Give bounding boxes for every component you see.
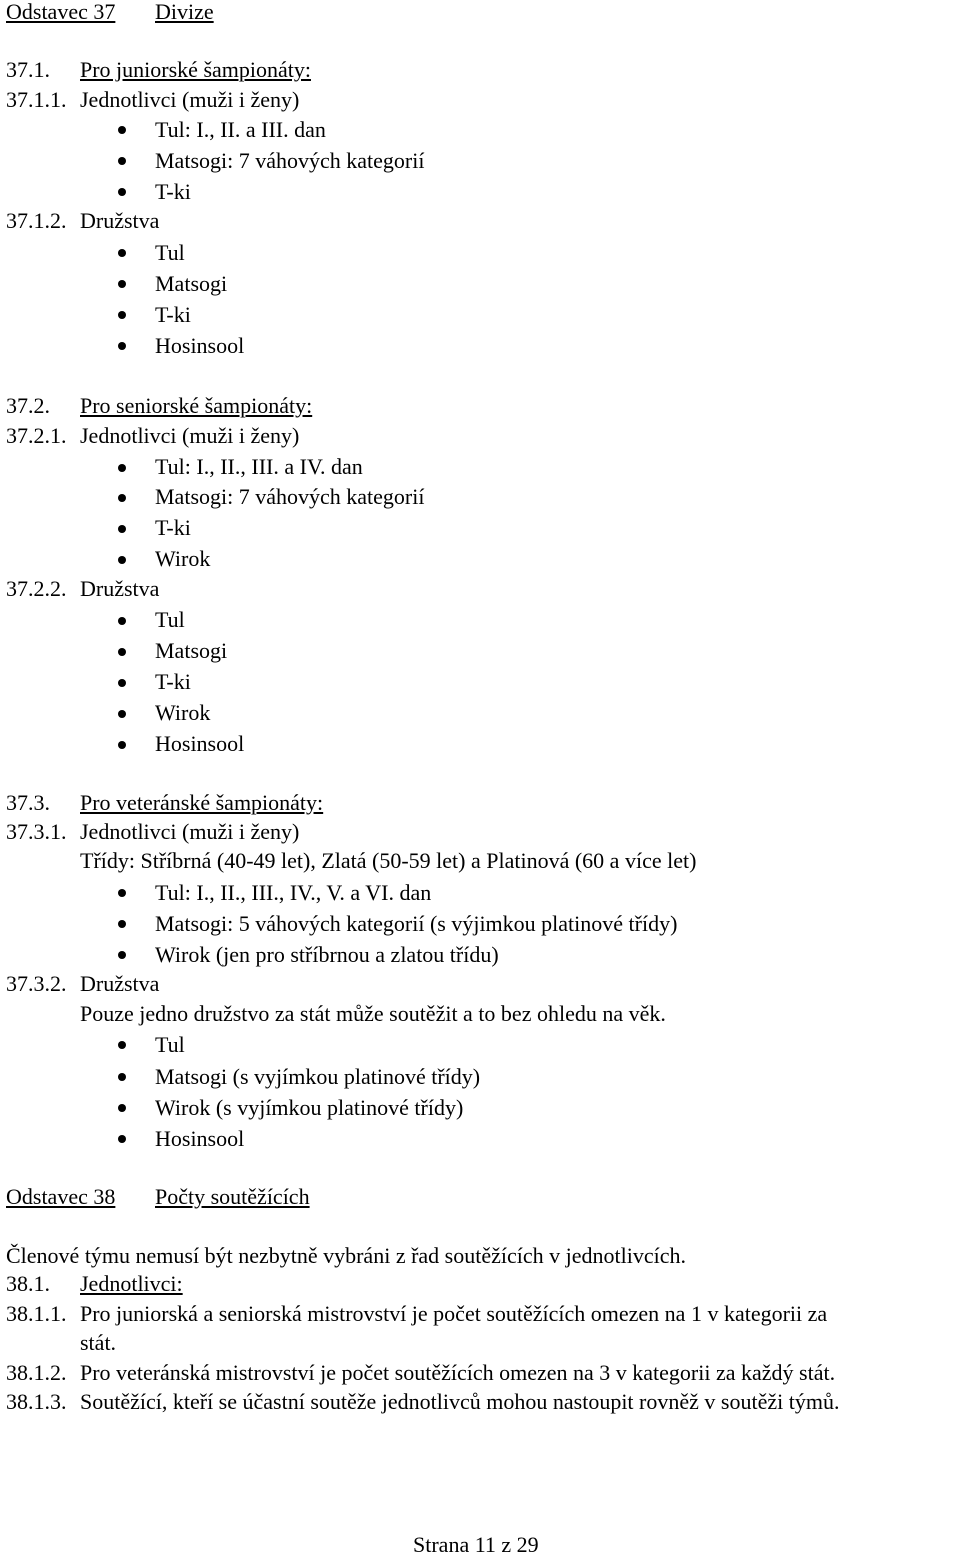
- subsection-37-3-title: Pro veteránské šampionáty:: [80, 790, 324, 815]
- item-38-1-1-text: Pro juniorská a seniorská mistrovství je počet soutěžících omezen na 1 v kategorii za: [80, 1301, 828, 1326]
- list-item: Matsogi: 7 váhových kategorií: [155, 484, 425, 509]
- item-37-3-1-title: Jednotlivci (muži i ženy): [80, 819, 300, 844]
- bullet-icon: [118, 741, 126, 749]
- list-item: T-ki: [155, 302, 191, 327]
- item-38-1-3-number: 38.1.3.: [6, 1389, 67, 1414]
- list-item: Hosinsool: [155, 1126, 245, 1151]
- item-38-1-2-text: Pro veteránská mistrovství je počet soutěžících omezen na 3 v kategorii za každý stát.: [80, 1360, 836, 1385]
- item-37-1-1-number: 37.1.1.: [6, 87, 67, 112]
- bullet-icon: [118, 280, 126, 288]
- page-number: Strana 11 z 29: [413, 1532, 539, 1557]
- subsection-37-2-title: Pro seniorské šampionáty:: [80, 393, 313, 418]
- item-37-3-2-number: 37.3.2.: [6, 971, 67, 996]
- bullet-icon: [118, 679, 126, 687]
- bullet-icon: [118, 126, 126, 134]
- subsection-37-3-number: 37.3.: [6, 790, 50, 815]
- section-38-title: Počty soutěžících: [155, 1184, 310, 1209]
- bullet-icon: [118, 617, 126, 625]
- subsection-37-2-number: 37.2.: [6, 393, 50, 418]
- bullet-icon: [118, 464, 126, 472]
- item-37-1-2-number: 37.1.2.: [6, 208, 67, 233]
- item-38-1-1-number: 38.1.1.: [6, 1301, 67, 1326]
- item-37-3-1-number: 37.3.1.: [6, 819, 67, 844]
- item-38-1-3-text: Soutěžící, kteří se účastní soutěže jednotlivců mohou nastoupit rovněž v soutěži týmů.: [80, 1389, 840, 1414]
- list-item: Hosinsool: [155, 333, 245, 358]
- bullet-icon: [118, 1073, 126, 1081]
- bullet-icon: [118, 157, 126, 165]
- item-37-1-2-title: Družstva: [80, 208, 160, 233]
- bullet-icon: [118, 188, 126, 196]
- bullet-icon: [118, 311, 126, 319]
- list-item: Matsogi: 5 váhových kategorií (s výjimkou platinové třídy): [155, 911, 678, 936]
- subsection-38-1-title: Jednotlivci:: [80, 1271, 183, 1296]
- list-item: Hosinsool: [155, 731, 245, 756]
- list-item: Wirok: [155, 546, 211, 571]
- list-item: Matsogi: 7 váhových kategorií: [155, 148, 425, 173]
- section-37-number: Odstavec 37: [6, 0, 116, 24]
- bullet-icon: [118, 342, 126, 350]
- bullet-icon: [118, 1104, 126, 1112]
- bullet-icon: [118, 920, 126, 928]
- bullet-icon: [118, 889, 126, 897]
- list-item: T-ki: [155, 179, 191, 204]
- item-37-2-1-number: 37.2.1.: [6, 423, 67, 448]
- item-37-1-1-title: Jednotlivci (muži i ženy): [80, 87, 300, 112]
- item-38-1-2-number: 38.1.2.: [6, 1360, 67, 1385]
- bullet-icon: [118, 1041, 126, 1049]
- section-38-number: Odstavec 38: [6, 1184, 116, 1209]
- bullet-icon: [118, 556, 126, 564]
- section-37-title: Divize: [155, 0, 214, 24]
- veteran-classes: Třídy: Stříbrná (40-49 let), Zlatá (50-59 let) a Platinová (60 a více let): [80, 848, 697, 873]
- bullet-icon: [118, 1135, 126, 1143]
- section-38-intro: Členové týmu nemusí být nezbytně vybráni z řad soutěžících v jednotlivcích.: [6, 1243, 686, 1268]
- list-item: Tul: [155, 1032, 185, 1057]
- bullet-icon: [118, 648, 126, 656]
- item-37-2-2-number: 37.2.2.: [6, 576, 67, 601]
- subsection-37-1-number: 37.1.: [6, 57, 50, 82]
- item-37-2-2-title: Družstva: [80, 576, 160, 601]
- bullet-icon: [118, 525, 126, 533]
- list-item: Matsogi (s vyjímkou platinové třídy): [155, 1064, 481, 1089]
- list-item: Tul: I., II., III. a IV. dan: [155, 454, 363, 479]
- list-item: T-ki: [155, 515, 191, 540]
- list-item: Wirok: [155, 700, 211, 725]
- item-37-3-2-title: Družstva: [80, 971, 160, 996]
- team-note: Pouze jedno družstvo za stát může soutěžit a to bez ohledu na věk.: [80, 1001, 666, 1026]
- list-item: T-ki: [155, 669, 191, 694]
- list-item: Wirok (jen pro stříbrnou a zlatou třídu): [155, 942, 499, 967]
- list-item: Matsogi: [155, 271, 228, 296]
- list-item: Wirok (s vyjímkou platinové třídy): [155, 1095, 464, 1120]
- list-item: Matsogi: [155, 638, 228, 663]
- list-item: Tul: I., II. a III. dan: [155, 117, 326, 142]
- bullet-icon: [118, 951, 126, 959]
- item-37-2-1-title: Jednotlivci (muži i ženy): [80, 423, 300, 448]
- list-item: Tul: [155, 607, 185, 632]
- item-38-1-1-text-continued: stát.: [80, 1330, 117, 1355]
- bullet-icon: [118, 494, 126, 502]
- subsection-38-1-number: 38.1.: [6, 1271, 50, 1296]
- bullet-icon: [118, 710, 126, 718]
- subsection-37-1-title: Pro juniorské šampionáty:: [80, 57, 311, 82]
- list-item: Tul: I., II., III., IV., V. a VI. dan: [155, 880, 432, 905]
- list-item: Tul: [155, 240, 185, 265]
- bullet-icon: [118, 249, 126, 257]
